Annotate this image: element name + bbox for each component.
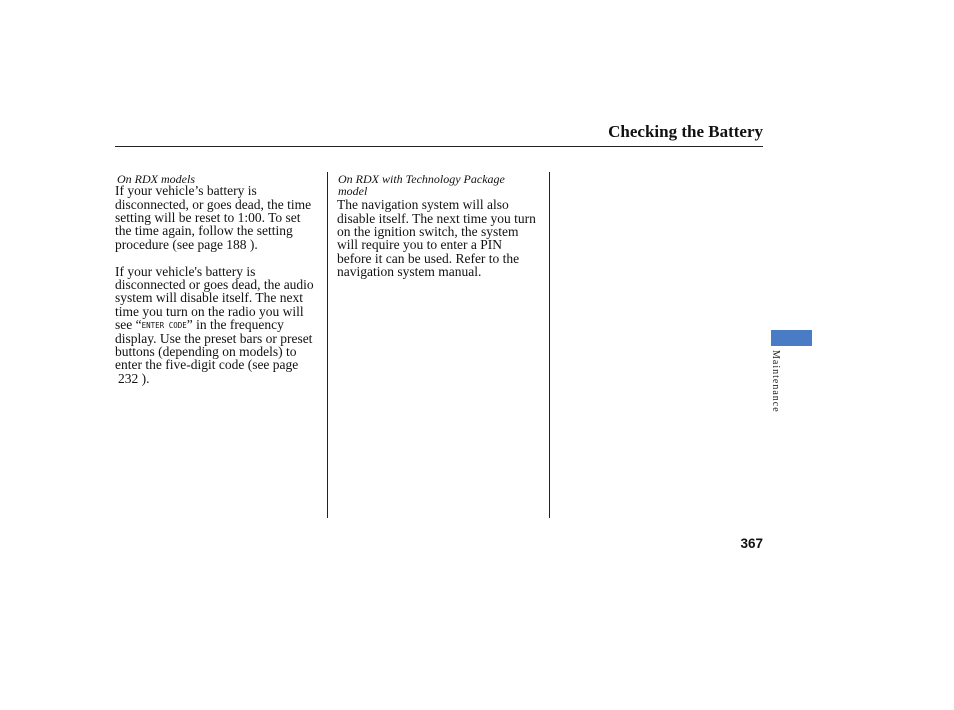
body-line: buttons (depending on models) to [115,343,297,359]
column-divider-right [549,172,550,518]
page-number: 367 [740,536,763,551]
body-line: enter the five-digit code (see page [115,357,299,373]
body-line: will require you to enter a PIN [337,237,502,253]
navigation-paragraph [337,198,536,278]
body-line: disconnected or goes dead, the audio [115,276,314,292]
page-title: Checking the Battery [608,122,763,141]
body-line: 232 ). [118,370,150,386]
model-label-rdx: On RDX models [117,172,195,186]
body-line: before it can be used. Refer to the [337,250,520,266]
body-line: time you turn on the radio you will [115,303,304,319]
body-line-with-code [115,318,314,331]
body-line: on the ignition switch, the system [337,223,519,239]
code-line-before: see “ [115,317,142,333]
clock-reset-paragraph [115,184,311,251]
body-line: procedure (see page 188 ). [115,236,258,252]
column-divider-left [327,172,328,518]
body-line: the time again, follow the setting [115,223,293,239]
label-line: On RDX with Technology Package [338,172,505,186]
body-line: The navigation system will also [337,197,509,213]
body-line: display. Use the preset bars or preset [115,330,313,346]
body-line: If your vehicle's battery is [115,263,256,279]
section-tab-marker [771,330,812,346]
body-line: If your vehicle’s battery is [115,183,257,199]
body-line: navigation system manual. [337,264,482,280]
body-line: disable itself. The next time you turn [337,210,536,226]
section-tab-label: Maintenance [770,350,781,413]
code-line-after: ” in the frequency [186,317,284,333]
audio-code-paragraph [115,265,314,386]
body-line: disconnected, or goes dead, the time [115,196,312,212]
model-label-tech-package [338,173,505,198]
display-code-text: ENTER CODE [141,321,187,331]
body-line: setting will be reset to 1:00. To set [115,209,301,225]
title-rule [115,146,763,147]
body-line: system will disable itself. The next [115,290,303,306]
label-line: model [338,184,368,199]
